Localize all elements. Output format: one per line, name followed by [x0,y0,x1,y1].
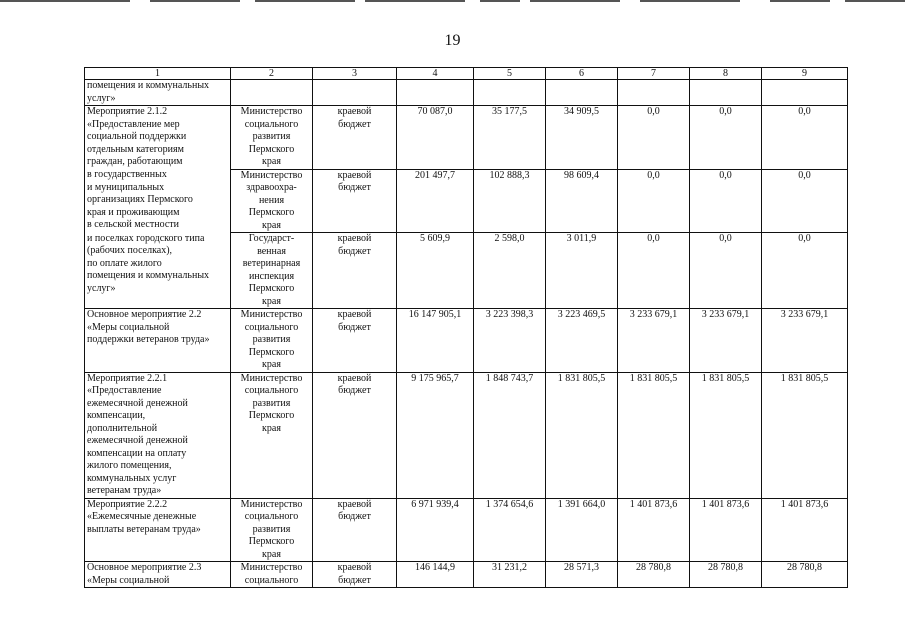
value-cell: 1 831 805,5 [690,372,762,498]
scan-edge-line [845,0,905,2]
executor-cell [231,309,313,373]
value-cell: 1 391 664,0 [546,498,618,562]
executor-text: Министерство социального развития Пермского края [240,309,303,370]
executor-text: Министерство социального [240,562,303,586]
table-row [85,106,848,170]
source-text: краевой бюджет [337,309,372,333]
column-header: 1 [85,68,231,80]
activity-text: Мероприятие 2.2.2 «Ежемесячные денежные выплаты ветеранам труда» [87,498,201,535]
value-cell: 0,0 [762,233,848,309]
source-cell [313,372,397,498]
value-cell: 3 233 679,1 [762,309,848,373]
activity-text: Основное мероприятие 2.2 «Меры социальной поддержки ветеранов труда» [87,309,210,345]
value-cell: 98 609,4 [546,169,618,233]
column-header: 7 [618,68,690,80]
source-cell [313,562,397,588]
source-cell [313,309,397,373]
activity-text: помещения и коммунальных услуг» [87,80,210,104]
executor-cell [231,372,313,498]
column-header: 2 [231,68,313,80]
value-cell: 3 223 398,3 [474,309,546,373]
scan-edge-line [150,0,240,2]
source-text: краевой бюджет [337,372,372,396]
scan-edge-line [0,0,130,2]
value-cell: 1 831 805,5 [618,372,690,498]
executor-text: Государст- венная ветеринарная инспекция Пермского края [242,233,301,307]
value-cell: 0,0 [618,233,690,309]
table-row [85,372,848,498]
value-cell: 0,0 [618,169,690,233]
executor-text: Министерство социального развития Пермского края [240,498,303,560]
value-cell: 102 888,3 [474,169,546,233]
value-cell: 1 848 743,7 [474,372,546,498]
value-cell: 28 780,8 [690,562,762,588]
column-header: 5 [474,68,546,80]
scan-edge-line [255,0,355,2]
value-cell: 1 401 873,6 [762,498,848,562]
value-cell: 3 223 469,5 [546,309,618,373]
column-header: 9 [762,68,848,80]
activity-cell [85,80,231,106]
scan-edge-line [770,0,830,2]
activity-cell [85,106,231,170]
value-cell: 5 609,9 [397,233,474,309]
value-cell: 28 780,8 [762,562,848,588]
value-cell: 146 144,9 [397,562,474,588]
value-cell: 0,0 [762,169,848,233]
value-cell [690,80,762,106]
value-cell [762,80,848,106]
source-text: краевой бюджет [337,562,372,586]
value-cell: 1 831 805,5 [546,372,618,498]
activity-text: Основное мероприятие 2.3 «Меры социальной [87,562,202,586]
value-cell: 70 087,0 [397,106,474,170]
activity-text: и поселках городского типа (рабочих поселках), по оплате жилого помещения и коммунальных услуг» [87,232,210,294]
executor-text: Министерство социального развития Пермского края [240,372,303,434]
source-text: краевой бюджет [337,233,372,257]
value-cell [474,80,546,106]
value-cell: 16 147 905,1 [397,309,474,373]
executor-cell [231,169,313,233]
value-cell: 3 011,9 [546,233,618,309]
value-cell: 1 401 873,6 [690,498,762,562]
value-cell [397,80,474,106]
value-cell: 31 231,2 [474,562,546,588]
value-cell: 9 175 965,7 [397,372,474,498]
activity-cell [85,233,231,309]
scan-edge-line [640,0,740,2]
value-cell: 0,0 [690,169,762,233]
source-cell [313,233,397,309]
activity-cell [85,562,231,588]
column-header: 8 [690,68,762,80]
executor-text: Министерство здравоохра- нения Пермского края [240,169,303,231]
value-cell [618,80,690,106]
activity-cell [85,309,231,373]
table-row [85,309,848,373]
activity-text: Мероприятие 2.1.2 «Предоставление мер социальной поддержки отдельным категориям граждан, работающим [87,106,187,167]
activity-cell [85,372,231,498]
executor-cell [231,233,313,309]
activity-cell [85,498,231,562]
scan-edge-line [530,0,620,2]
value-cell: 1 401 873,6 [618,498,690,562]
scan-edge-line [365,0,465,2]
value-cell: 201 497,7 [397,169,474,233]
table-row [85,233,848,309]
table-row [85,169,848,233]
table-row [85,80,848,106]
source-cell [313,80,397,106]
source-cell [313,498,397,562]
value-cell: 0,0 [690,106,762,170]
source-cell [313,169,397,233]
value-cell: 28 571,3 [546,562,618,588]
value-cell: 35 177,5 [474,106,546,170]
column-header: 3 [313,68,397,80]
source-text: краевой бюджет [337,498,372,522]
activity-cell [85,169,231,233]
value-cell: 0,0 [618,106,690,170]
table-row [85,562,848,588]
column-header: 6 [546,68,618,80]
value-cell: 1 374 654,6 [474,498,546,562]
source-text: краевой бюджет [337,106,372,130]
value-cell: 28 780,8 [618,562,690,588]
value-cell: 0,0 [762,106,848,170]
value-cell: 3 233 679,1 [690,309,762,373]
executor-cell [231,80,313,106]
table-row [85,498,848,562]
budget-table [84,67,848,588]
value-cell: 1 831 805,5 [762,372,848,498]
column-header: 4 [397,68,474,80]
executor-cell [231,106,313,170]
source-text: краевой бюджет [337,169,372,193]
page-number: 19 [444,32,461,49]
executor-cell [231,498,313,562]
value-cell: 2 598,0 [474,233,546,309]
value-cell [546,80,618,106]
activity-text: в государственных и муниципальных организациях Пермского края и проживающим в сельской местности [87,169,193,230]
executor-text: Министерство социального развития Пермского края [240,106,303,167]
activity-text: Мероприятие 2.2.1 «Предоставление ежемесячной денежной компенсации, дополнительной ежемесячной денежной компенсации на оплату жилого помещения, коммунальных услуг ветеранам труда» [87,372,188,496]
source-cell [313,106,397,170]
value-cell: 0,0 [690,233,762,309]
scan-edge-line [480,0,520,2]
header-row [85,68,848,80]
value-cell: 34 909,5 [546,106,618,170]
value-cell: 3 233 679,1 [618,309,690,373]
value-cell: 6 971 939,4 [397,498,474,562]
executor-cell [231,562,313,588]
